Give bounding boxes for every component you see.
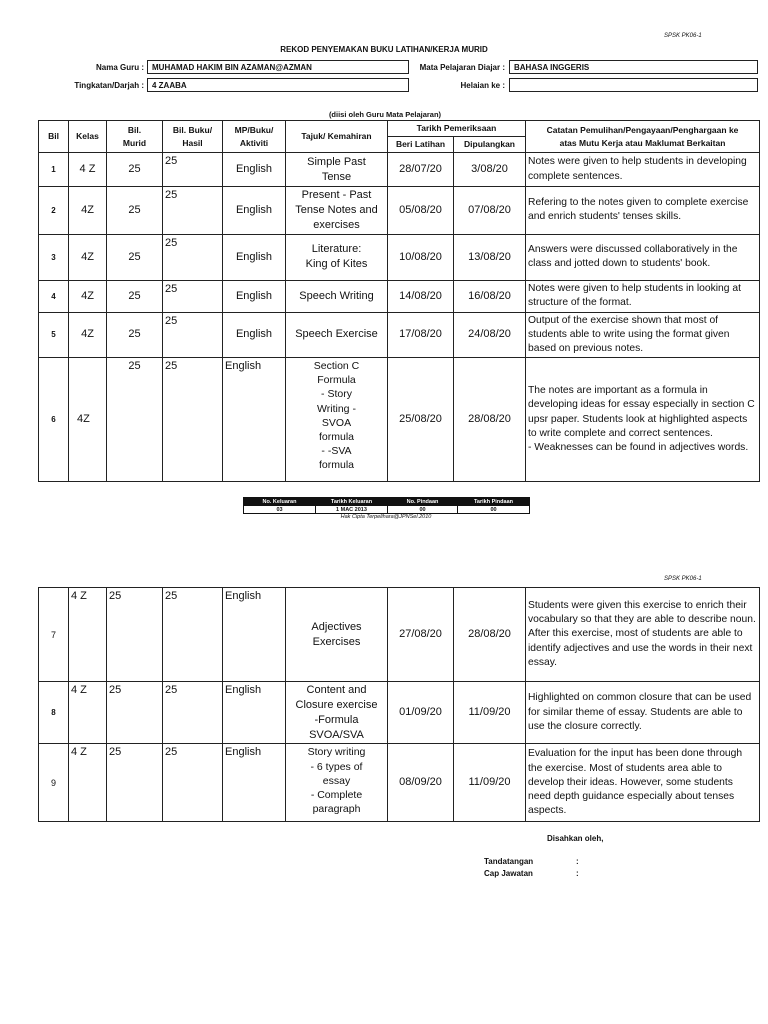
row-mp: English	[223, 187, 286, 235]
header-kelas: Kelas	[69, 121, 107, 153]
revision-header-no-keluaran: No. Keluaran	[244, 498, 316, 506]
row-bil-buku: 25	[163, 682, 223, 744]
table-row	[39, 187, 760, 235]
row-kelas: 4 Z	[69, 153, 107, 187]
row-bil-buku: 25	[163, 234, 223, 280]
revision-header-tarikh-pindaan: Tarikh Pindaan	[458, 498, 530, 506]
row-tajuk: Content and Closure exercise -Formula SVOA/SVA	[286, 682, 388, 744]
mata-pelajaran-field[interactable]: BAHASA INGGERIS	[509, 60, 758, 74]
record-table	[38, 120, 760, 482]
row-beri-latihan: 05/08/20	[388, 187, 454, 235]
row-kelas: 4 Z	[69, 588, 107, 682]
row-bil-buku: 25	[163, 187, 223, 235]
revision-tarikh-pindaan: 00	[458, 506, 530, 514]
row-kelas: 4Z	[69, 280, 107, 312]
disahkan-label: Disahkan oleh,	[547, 834, 604, 843]
row-bil-buku: 25	[163, 280, 223, 312]
row-bil-murid: 25	[107, 744, 163, 822]
row-dipulangkan: 16/08/20	[454, 280, 526, 312]
mata-pelajaran-label: Mata Pelajaran Diajar :	[419, 63, 505, 72]
fill-note: (diisi oleh Guru Mata Pelajaran)	[328, 110, 442, 119]
row-bil-buku: 25	[163, 744, 223, 822]
row-bil-murid: 25	[107, 682, 163, 744]
row-dipulangkan: 13/08/20	[454, 234, 526, 280]
row-beri-latihan: 25/08/20	[388, 358, 454, 482]
row-mp: English	[223, 312, 286, 358]
row-tajuk: Section C Formula - Story Writing - SVOA formula - -SVA formula	[286, 358, 388, 482]
row-beri-latihan: 08/09/20	[388, 744, 454, 822]
row-bil-murid: 25	[107, 187, 163, 235]
nama-guru-label: Nama Guru :	[95, 63, 144, 72]
record-table-continued	[38, 587, 760, 822]
row-bil: 7	[39, 588, 69, 682]
row-beri-latihan: 01/09/20	[388, 682, 454, 744]
table-row	[39, 744, 760, 822]
row-tajuk: Story writing - 6 types of essay - Complete paragraph	[286, 744, 388, 822]
header-bil: Bil	[39, 121, 69, 153]
header-tajuk: Tajuk/ Kemahiran	[286, 121, 388, 153]
row-beri-latihan: 10/08/20	[388, 234, 454, 280]
tingkatan-field[interactable]: 4 ZAABA	[147, 78, 409, 92]
header-beri-latihan: Beri Latihan	[388, 137, 454, 153]
row-mp: English	[223, 153, 286, 187]
row-beri-latihan: 28/07/20	[388, 153, 454, 187]
row-catatan: Output of the exercise shown that most of students able to write using the format given based on previous notes.	[526, 312, 760, 358]
helaian-field[interactable]	[509, 78, 758, 92]
tandatangan-colon: :	[576, 857, 579, 866]
revision-no-keluaran: 03	[244, 506, 316, 514]
row-mp: English	[223, 234, 286, 280]
row-bil: 5	[39, 312, 69, 358]
row-catatan: Notes were given to help students in developing complete sentences.	[526, 153, 760, 187]
row-tajuk: Present - Past Tense Notes and exercises	[286, 187, 388, 235]
revision-tarikh-keluaran: 1 MAC 2013	[316, 506, 388, 514]
header-mp-buku: MP/Buku/ Aktiviti	[223, 121, 286, 153]
row-bil-murid: 25	[107, 280, 163, 312]
revision-header-no-pindaan: No. Pindaan	[388, 498, 458, 506]
table-row	[39, 358, 760, 482]
row-tajuk: Speech Writing	[286, 280, 388, 312]
header-bil-buku: Bil. Buku/ Hasil	[163, 121, 223, 153]
table-row	[39, 312, 760, 358]
row-bil: 4	[39, 280, 69, 312]
row-bil: 3	[39, 234, 69, 280]
helaian-label: Helaian ke :	[460, 81, 505, 90]
header-tarikh: Tarikh Pemeriksaan	[388, 121, 526, 137]
cap-jawatan-colon: :	[576, 869, 579, 878]
row-catatan: Refering to the notes given to complete exercise and enrich students' tenses skills.	[526, 187, 760, 235]
table-row	[39, 153, 760, 187]
nama-guru-field[interactable]: MUHAMAD HAKIM BIN AZAMAN@AZMAN	[147, 60, 409, 74]
row-bil: 9	[39, 744, 69, 822]
row-catatan: The notes are important as a formula in developing ideas for essay especially in section C upsr paper. Students look at highlighted aspects to write complete and correct sentences. - Weaknesses can be found in adjectives words.	[526, 358, 760, 482]
row-bil: 6	[39, 358, 69, 482]
row-kelas: 4Z	[69, 234, 107, 280]
row-dipulangkan: 28/08/20	[454, 588, 526, 682]
tandatangan-label: Tandatangan	[484, 857, 534, 866]
row-mp: English	[223, 682, 286, 744]
row-kelas: 4Z	[69, 187, 107, 235]
row-catatan: Answers were discussed collaboratively in the class and jotted down to students' book.	[526, 234, 760, 280]
header-catatan: Catatan Pemulihan/Pengayaan/Penghargaan ke atas Mutu Kerja atau Maklumat Berkaitan	[526, 121, 760, 153]
table-row	[39, 588, 760, 682]
row-catatan: Students were given this exercise to enrich their vocabulary so that they are able to describe noun. After this exercise, most of students are able to identify adjectives and use the words in their next essay.	[526, 588, 760, 682]
row-bil-murid: 25	[107, 312, 163, 358]
row-bil-buku: 25	[163, 312, 223, 358]
row-dipulangkan: 11/09/20	[454, 744, 526, 822]
cap-jawatan-label: Cap Jawatan	[484, 869, 533, 878]
row-catatan: Evaluation for the input has been done through the exercise. Most of students area able to develop their ideas. However, some students need depth guidance especially about tenses aspects.	[526, 744, 760, 822]
row-bil-murid: 25	[107, 588, 163, 682]
row-bil: 2	[39, 187, 69, 235]
page-title: REKOD PENYEMAKAN BUKU LATIHAN/KERJA MURID	[280, 45, 488, 54]
header-bil-murid: Bil. Murid	[107, 121, 163, 153]
document-code: SPSK PK06-1	[664, 33, 702, 39]
row-dipulangkan: 3/08/20	[454, 153, 526, 187]
revision-no-pindaan: 00	[388, 506, 458, 514]
row-beri-latihan: 17/08/20	[388, 312, 454, 358]
header-dipulangkan: Dipulangkan	[454, 137, 526, 153]
row-tajuk: Adjectives Exercises	[286, 588, 388, 682]
row-bil-buku: 25	[163, 153, 223, 187]
copyright-note: Hak Cipta Terpelihara@JPNSel.2010	[340, 514, 432, 520]
row-kelas: 4 Z	[69, 682, 107, 744]
table-row	[39, 234, 760, 280]
row-bil-buku: 25	[163, 358, 223, 482]
row-mp: English	[223, 588, 286, 682]
row-dipulangkan: 07/08/20	[454, 187, 526, 235]
row-dipulangkan: 11/09/20	[454, 682, 526, 744]
row-tajuk: Literature: King of Kites	[286, 234, 388, 280]
row-beri-latihan: 14/08/20	[388, 280, 454, 312]
row-mp: English	[223, 280, 286, 312]
row-bil-buku: 25	[163, 588, 223, 682]
row-dipulangkan: 24/08/20	[454, 312, 526, 358]
row-kelas: 4Z	[69, 312, 107, 358]
row-bil-murid: 25	[107, 358, 163, 482]
tingkatan-label: Tingkatan/Darjah :	[74, 81, 144, 90]
row-beri-latihan: 27/08/20	[388, 588, 454, 682]
table-row	[39, 280, 760, 312]
row-catatan: Highlighted on common closure that can be used for similar theme of essay. Students are able to use the closure correctly.	[526, 682, 760, 744]
revision-table	[243, 497, 530, 514]
revision-header-tarikh-keluaran: Tarikh Keluaran	[316, 498, 388, 506]
row-mp: English	[223, 358, 286, 482]
row-tajuk: Speech Exercise	[286, 312, 388, 358]
row-bil-murid: 25	[107, 234, 163, 280]
document-code-page-2: SPSK PK06-1	[664, 576, 702, 582]
row-bil: 8	[39, 682, 69, 744]
row-mp: English	[223, 744, 286, 822]
row-dipulangkan: 28/08/20	[454, 358, 526, 482]
row-kelas: 4Z	[69, 358, 107, 482]
row-bil-murid: 25	[107, 153, 163, 187]
table-row	[39, 682, 760, 744]
row-tajuk: Simple Past Tense	[286, 153, 388, 187]
row-kelas: 4 Z	[69, 744, 107, 822]
row-bil: 1	[39, 153, 69, 187]
row-catatan: Notes were given to help students in looking at structure of the format.	[526, 280, 760, 312]
